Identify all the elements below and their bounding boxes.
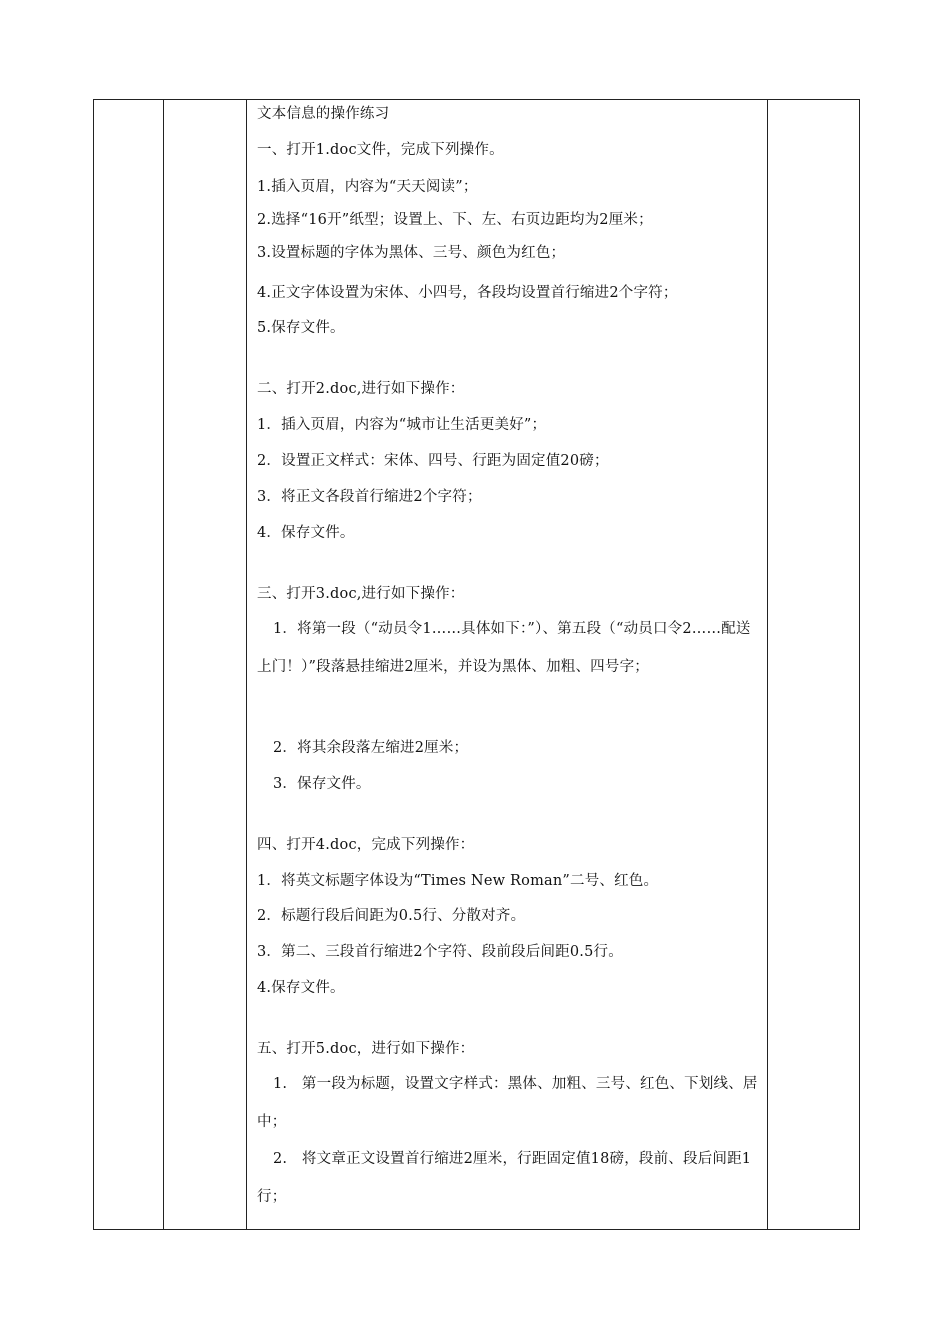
section-2-item-1: 1．插入页眉，内容为“城市让生活更美好”；	[257, 417, 547, 433]
section-4-item-3: 3．第二、三段首行缩进2个字符、段前段后间距0.5行。	[257, 944, 623, 960]
section-2-item-4: 4．保存文件。	[257, 525, 355, 541]
section-3-item-1: 1．将第一段（“动员令1……具体如下：”）、第五段（“动员口令2……配送上门！）”段落悬挂缩进2厘米，并设为黑体、加粗、四号字；	[257, 621, 751, 675]
section-5-item-2: 2. 将文章正文设置首行缩进2厘米，行距固定值18磅，段前、段后间距1行；	[257, 1151, 752, 1205]
section-4-item-1: 1．将英文标题字体设为“Times New Roman”二号、红色。	[257, 873, 659, 889]
exercise-title: 文本信息的操作练习	[257, 106, 390, 122]
section-4-item-2: 2．标题行段后间距为0.5行、分散对齐。	[257, 908, 526, 924]
table-cell-col1	[94, 100, 164, 1230]
section-1-heading: 一、打开1.doc文件，完成下列操作。	[257, 142, 504, 158]
section-2-heading: 二、打开2.doc,进行如下操作：	[257, 381, 465, 397]
section-1-item-4: 4.正文字体设置为宋体、小四号，各段均设置首行缩进2个字符；	[257, 285, 678, 301]
table-cell-col4	[768, 100, 860, 1230]
table-cell-content	[247, 100, 768, 1230]
section-1-item-1: 1.插入页眉，内容为“天天阅读”；	[257, 179, 478, 195]
exercise-content	[247, 100, 767, 1229]
section-3-item-3: 3．保存文件。	[273, 776, 371, 792]
section-1-item-5: 5.保存文件。	[257, 320, 345, 336]
section-2-item-3: 3．将正文各段首行缩进2个字符；	[257, 489, 482, 505]
section-5-item-1: 1. 第一段为标题，设置文字样式：黑体、加粗、三号、红色、下划线、居中；	[257, 1076, 758, 1130]
section-4-item-4: 4.保存文件。	[257, 980, 345, 996]
lesson-table	[93, 99, 860, 1230]
section-4-heading: 四、打开4.doc，完成下列操作：	[257, 837, 475, 853]
section-3-item-2: 2．将其余段落左缩进2厘米；	[273, 740, 469, 756]
table-cell-col2	[164, 100, 247, 1230]
section-2-item-2: 2．设置正文样式：宋体、四号、行距为固定值20磅；	[257, 453, 609, 469]
section-3-heading: 三、打开3.doc,进行如下操作：	[257, 586, 465, 602]
section-5-heading: 五、打开5.doc，进行如下操作：	[257, 1041, 475, 1057]
section-1-item-2: 2.选择“16开”纸型；设置上、下、左、右页边距均为2厘米；	[257, 212, 653, 228]
section-1-item-3: 3.设置标题的字体为黑体、三号、颜色为红色；	[257, 245, 566, 261]
